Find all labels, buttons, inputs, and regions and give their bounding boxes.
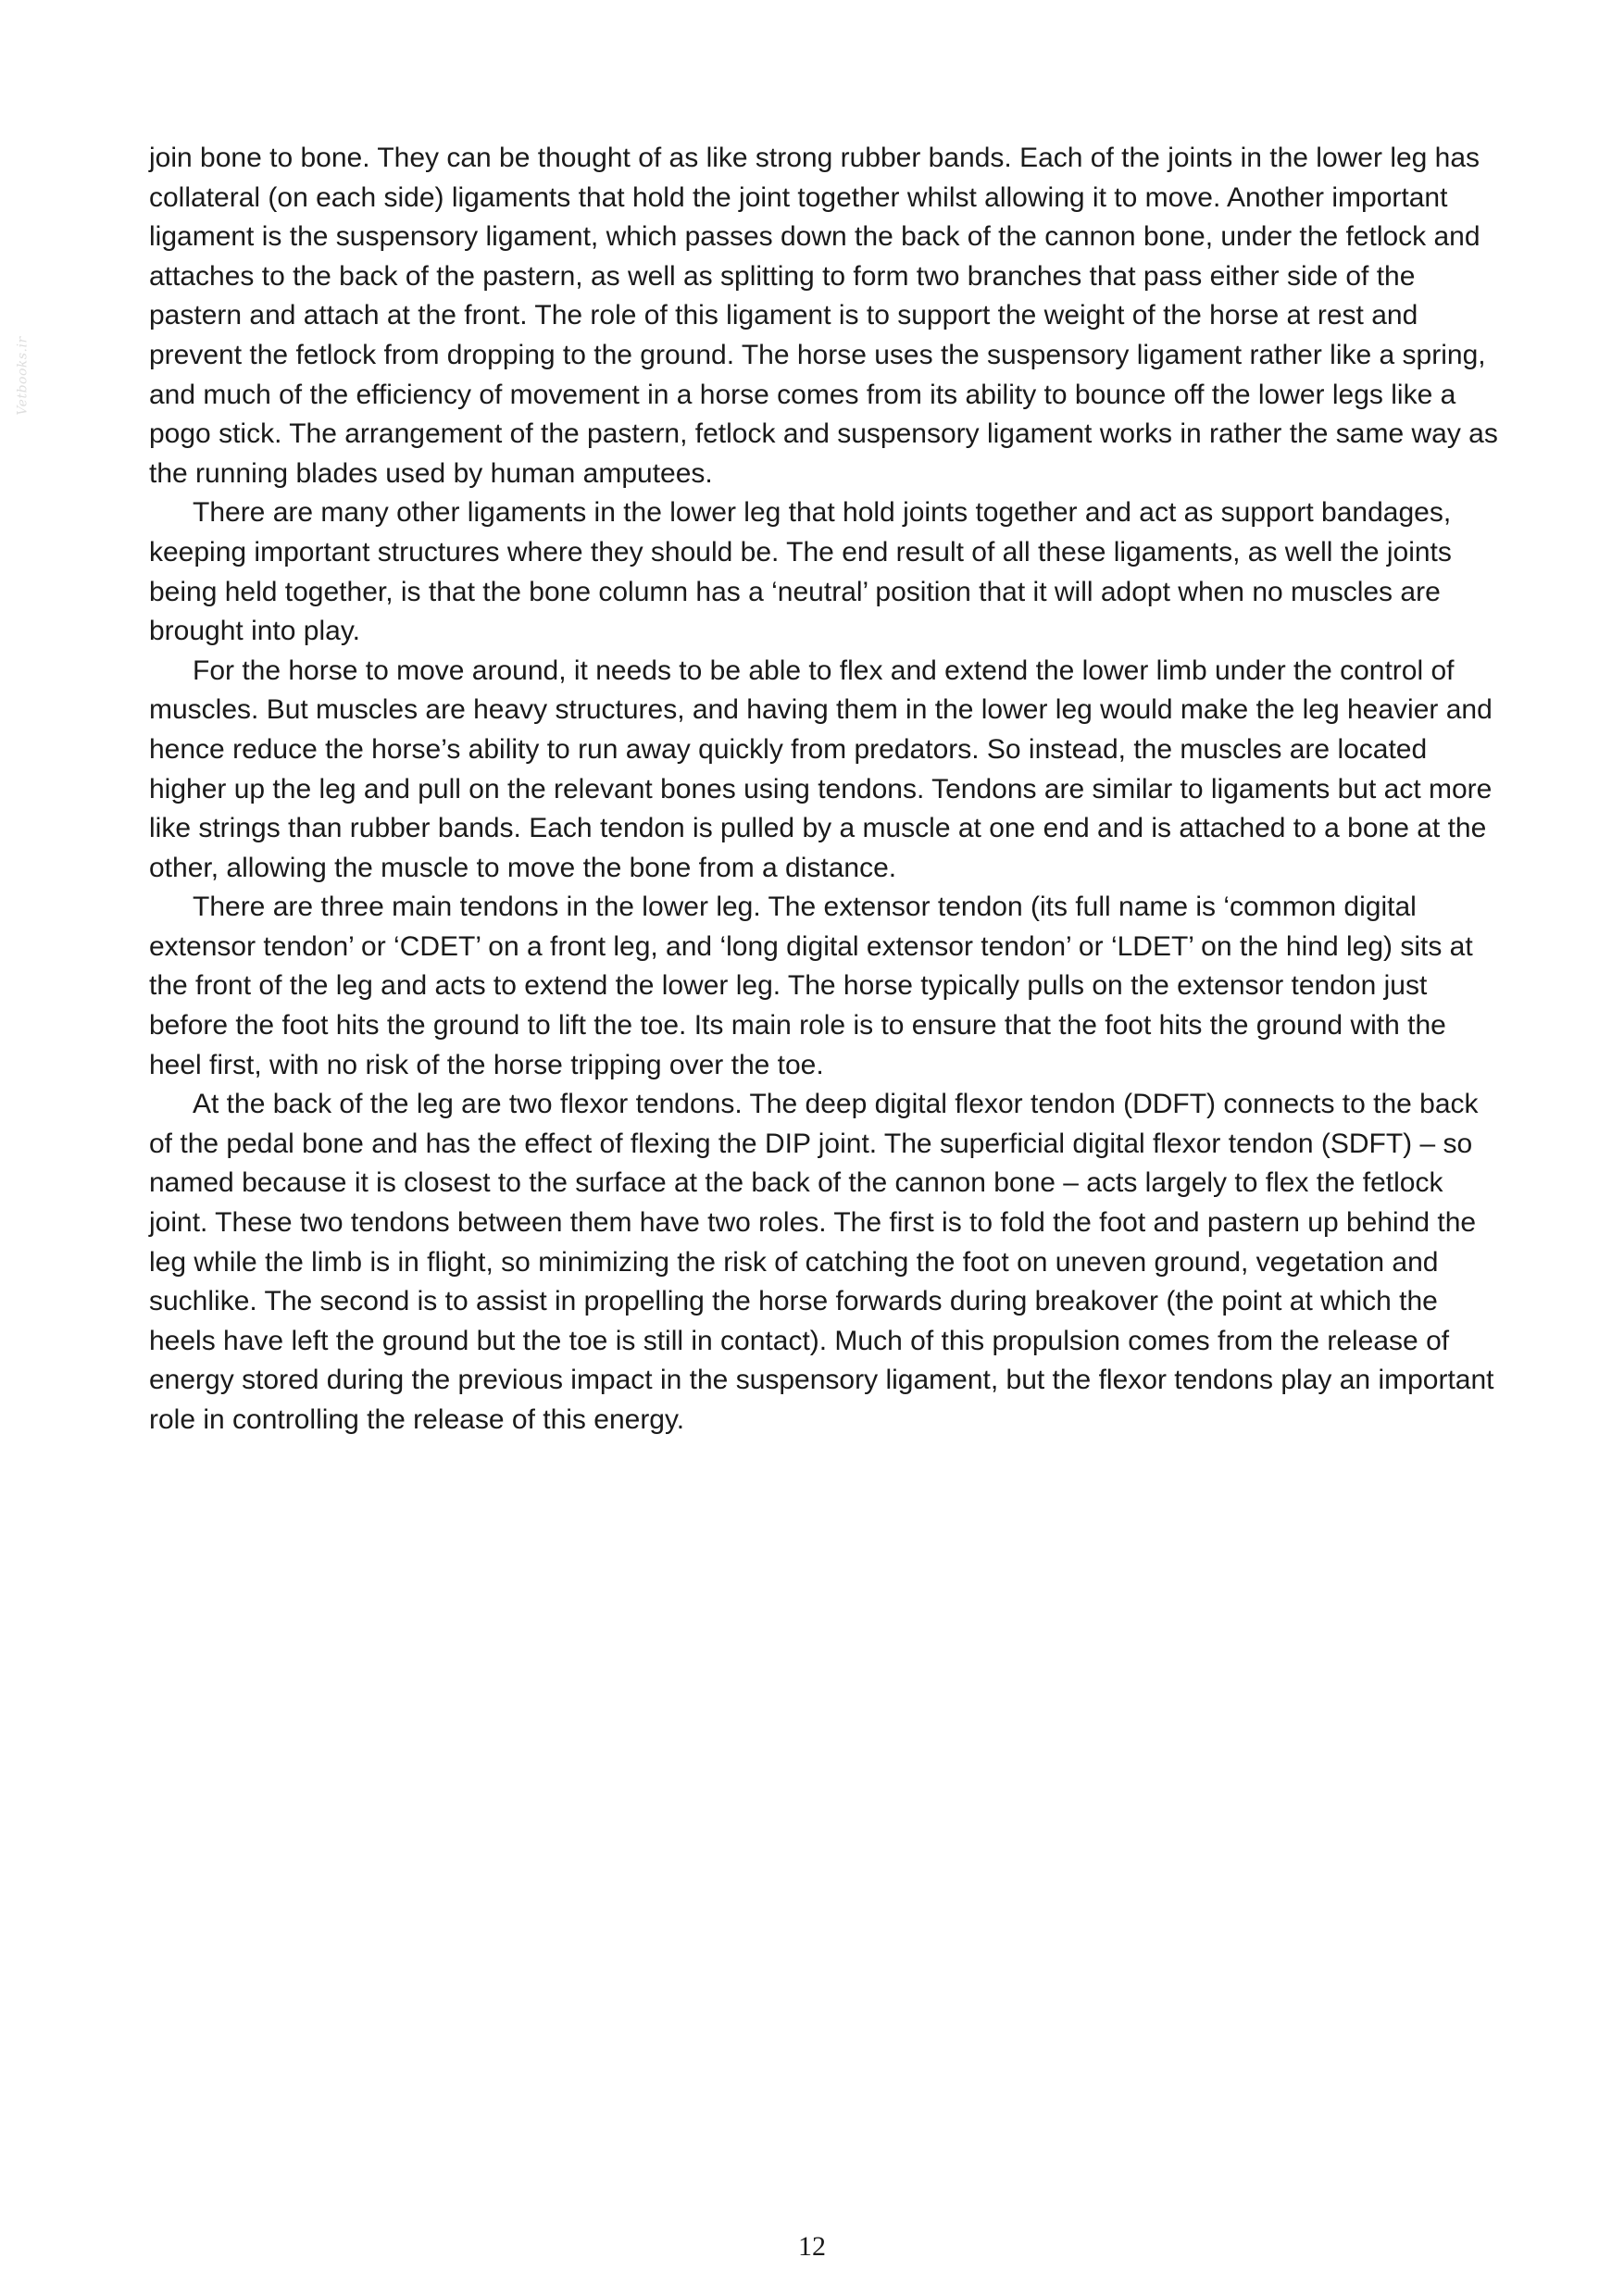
watermark: Vetbooks.ir bbox=[15, 336, 31, 416]
body-text bbox=[149, 139, 1503, 1441]
paragraph: At the back of the leg are two flexor tendons. The deep digital flexor tendon (DDFT) connects to the back of the pedal bone and has the effect of flexing the DIP joint. The superficial digital flexor tendon (SDFT) – so named because it is closest to the surface at the back of the cannon bone – acts largely to flex the fetlock joint. These two tendons between them have two roles. The first is to fold the foot and pastern up behind the leg while the limb is in flight, so minimizing the risk of catching the foot on uneven ground, vegetation and suchlike. The second is to assist in propelling the horse forwards during breakover (the point at which the heels have left the ground but the toe is still in contact). Much of this propulsion comes from the release of energy stored during the previous impact in the suspensory ligament, but the flexor tendons play an important role in controlling the release of this energy. bbox=[149, 1089, 1494, 1435]
paragraph: There are many other ligaments in the lower leg that hold joints together and act as support bandages, keeping important structures where they should be. The end result of all these ligaments, as well the joints being held together, is that the bone column has a ‘neutral’ position that it will adopt when no muscles are brought into play. bbox=[149, 497, 1452, 647]
page-number: 12 bbox=[798, 2231, 826, 2262]
paragraph: There are three main tendons in the lower leg. The extensor tendon (its full name is ‘common digital extensor tendon’ or ‘CDET’ on a front leg, and ‘long digital extensor tendon’ or ‘LDET’ on the hind leg) sits at the front of the leg and acts to extend the lower leg. The horse typically pulls on the extensor tendon just before the foot hits the ground to lift the toe. Its main role is to ensure that the foot hits the ground with the heel first, with no risk of the horse tripping over the toe. bbox=[149, 892, 1473, 1080]
paragraph: For the horse to move around, it needs to be able to flex and extend the lower limb under the control of muscles. But muscles are heavy structures, and having them in the lower leg would make the leg heavier and hence reduce the horse’s ability to run away quickly from predators. So instead, the muscles are located higher up the leg and pull on the relevant bones using tendons. Tendons are similar to ligaments but act more like strings than rubber bands. Each tendon is pulled by a muscle at one end and is attached to a bone at the other, allowing the muscle to move the bone from a distance. bbox=[149, 655, 1493, 883]
paragraph: join bone to bone. They can be thought of as like strong rubber bands. Each of the joints in the lower leg has collateral (on each side) ligaments that hold the joint together whilst allowing it to move. Another important ligament is the suspensory ligament, which passes down the back of the cannon bone, under the fetlock and attaches to the back of the pastern, as well as splitting to form two branches that pass either side of the pastern and attach at the front. The role of this ligament is to support the weight of the horse at rest and prevent the fetlock from dropping to the ground. The horse uses the suspensory ligament rather like a spring, and much of the efficiency of movement in a horse comes from its ability to bounce off the lower legs like a pogo stick. The arrangement of the pastern, fetlock and suspensory ligament works in rather the same way as the running blades used by human amputees. bbox=[149, 143, 1498, 489]
